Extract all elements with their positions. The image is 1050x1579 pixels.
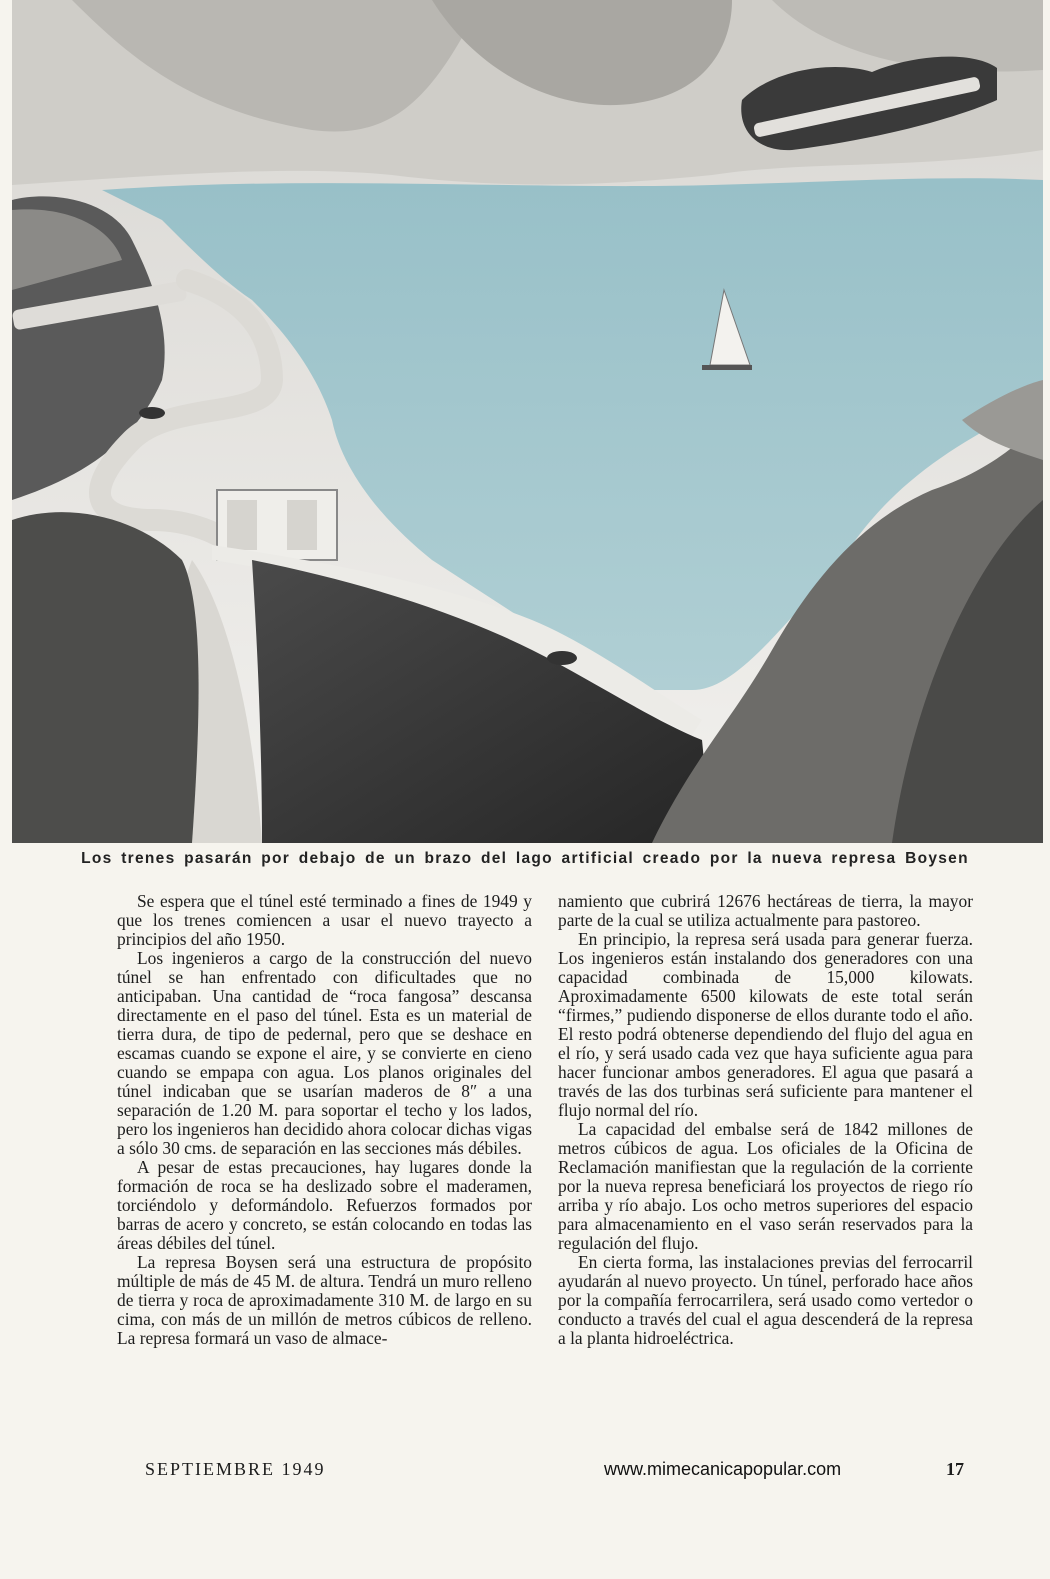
issue-date: SEPTIEMBRE 1949 <box>145 1459 326 1479</box>
paragraph: La represa Boysen será una estructura de propósito múltiple de más de 45 M. de altura. Tendrá un muro relleno de tierra y roca de aproximadamente 310 M. de largo en su cima, con más de un millón de metros cúbicos de relleno. La represa formará un vaso de almace- <box>117 1252 532 1348</box>
paragraph: En cierta forma, las instalaciones previas del ferrocarril ayudarán al nuevo proyecto. Un túnel, perforado hace años por la compañía ferrocarrilera, será usado como vertedor o conducto a través del cual el agua descenderá de la represa a la planta hidroeléctrica. <box>558 1252 973 1348</box>
paragraph: La capacidad del embalse será de 1842 millones de metros cúbicos de agua. Los oficiales de la Oficina de Reclamación manifiestan que la regulación de la corriente por la nueva represa beneficiará los proyectos de riego río arriba y río abajo. Los ocho metros superiores del espacio para almacenamiento en el vaso serán reservados para la regulación del flujo. <box>558 1119 973 1253</box>
paragraph: namiento que cubrirá 12676 hectáreas de tierra, la mayor parte de la cual se utiliza actualmente para pastoreo. <box>558 891 973 930</box>
page-number: 17 <box>946 1459 964 1479</box>
website-url[interactable]: www.mimecanicapopular.com <box>604 1459 842 1479</box>
paragraph: Los ingenieros a cargo de la construcción del nuevo túnel se han enfrentado con dificultades que no anticipaban. Una cantidad de “roca fangosa” descansa directamente en el paso del túnel. Esta es un material de tierra dura, de tipo de pedernal, pero que se deshace en escamas cuando se expone el aire, y se convierte en cieno cuando se empapa con agua. Los planos originales del túnel indicaban que se usarían maderos de 8″ a una separación de 1.20 M. para soportar el techo y los lados, pero los ingenieros han decidido ahora colocar dichas vigas a sólo 30 cms. de separación en las secciones más débiles. <box>117 948 532 1158</box>
paragraph: En principio, la represa será usada para generar fuerza. Los ingenieros están instalando dos generadores con una capacidad combinada de 15,000 kilowats. Aproximadamente 6500 kilowats de este total serán “firmes,” pudiendo disponerse de ellos durante todo el año. El resto podrá obtenerse dependiendo del flujo del agua en el río, y será usado cada vez que haya suficiente agua para hacer funcionar ambos generadores. El agua que pasará a través de las dos turbinas será suficiente para mantener el flujo normal del río. <box>558 929 973 1120</box>
dam-illustration <box>12 0 1043 843</box>
paragraph: A pesar de estas precauciones, hay lugares donde la formación de roca se ha deslizado sobre el maderamen, torciéndolo y deformándolo. Refuerzos formados por barras de acero y concreto, se están colocando en todas las áreas débiles del túnel. <box>117 1157 532 1253</box>
column-left <box>117 892 532 1348</box>
article-body <box>117 892 973 1348</box>
figure-caption: Los trenes pasarán por debajo de un brazo del lago artificial creado por la nueva represa Boysen <box>81 850 969 867</box>
column-right <box>558 892 973 1348</box>
paragraph: Se espera que el túnel esté terminado a fines de 1949 y que los trenes comiencen a usar el nuevo trayecto a principios del año 1950. <box>117 891 532 949</box>
car-icon <box>139 407 165 419</box>
